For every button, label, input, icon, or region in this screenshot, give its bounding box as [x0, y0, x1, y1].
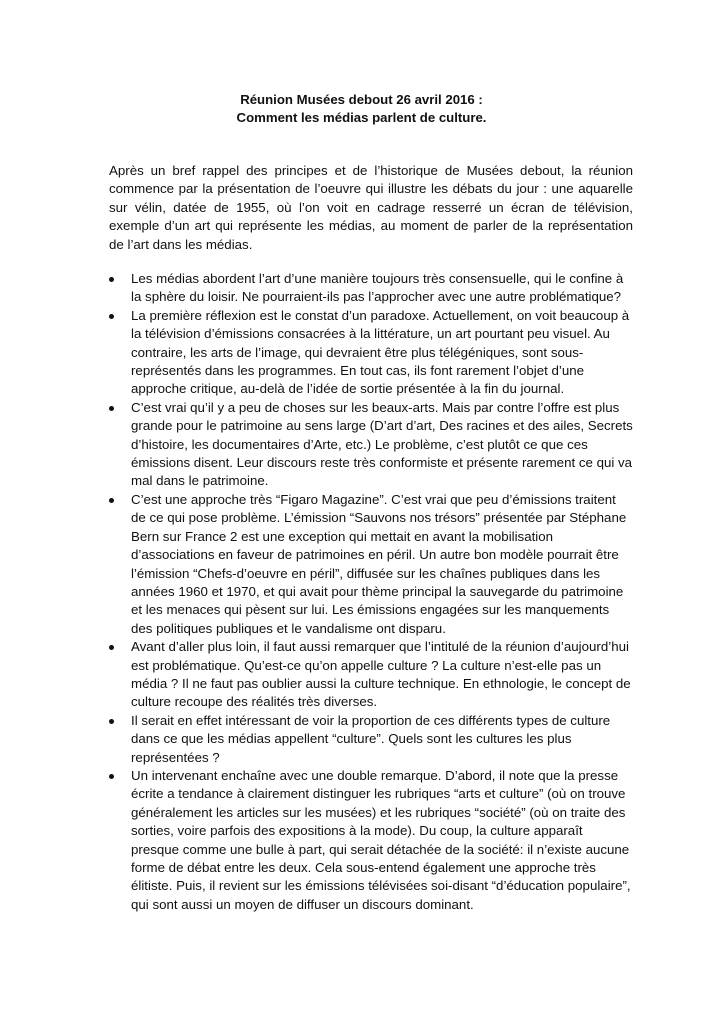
bullet-text: C’est vrai qu’il y a peu de choses sur les beaux-arts. Mais par contre l’offre est plus grande pour le patrimoine au sens large (D’art d’art, Des racines et des ailes, Secrets d’histoire, les documentaires d’Arte, etc.) Le problème, c’est plutôt ce que ces émissions disent. Leur discours reste très conformiste et présente rarement ce qui va mal dans le patrimoine. — [131, 399, 633, 489]
bullet-icon — [109, 645, 114, 650]
bullet-icon — [109, 498, 114, 503]
bullet-item — [109, 638, 633, 712]
bullet-icon — [109, 314, 114, 319]
bullet-text: Il serait en effet intéressant de voir la proportion de ces différents types de culture dans ce que les médias appellent “culture”. Quels sont les cultures les plus représentées ? — [131, 712, 611, 765]
bullet-icon — [109, 277, 114, 282]
title-line-2: Comment les médias parlent de culture. — [236, 110, 487, 125]
bullet-icon — [109, 719, 114, 724]
bullet-item — [109, 399, 633, 491]
bullet-item — [109, 712, 633, 767]
bullet-item — [109, 767, 633, 914]
bullet-text: Un intervenant enchaîne avec une double remarque. D’abord, il note que la presse écrite a tendance à clairement distinguer les rubriques “arts et culture” (où on trouve généralement les articles sur les musées) et les rubriques “société” (où on traite des sorties, voire parfois des expositions à la mode). Du coup, la culture apparaît presque comme une bulle à part, qui serait détachée de la société: il n’existe aucune forme de débat entre les deux. Cela sous-entend également une approche très élitiste. Puis, il revient sur les émissions télévisées soi-disant “d’éducation populaire”, qui sont aussi un moyen de diffuser un discours dominant. — [131, 767, 631, 912]
bullet-item — [109, 491, 633, 638]
bullet-list — [109, 270, 633, 914]
bullet-text: Avant d’aller plus loin, il faut aussi remarquer que l’intitulé de la réunion d’aujourd’hui est problématique. Qu’est-ce qu’on appelle culture ? La culture n’est-elle pas un média ? Il ne faut pas oublier aussi la culture technique. En ethnologie, le concept de culture recoupe des réalités très diverses. — [131, 639, 631, 710]
bullet-text: La première réflexion est le constat d’un paradoxe. Actuellement, on voit beaucoup à la télévision d’émissions consacrées à la littérature, un art pourtant peu visuel. Au contraire, les arts de l’image, qui devraient être plus télégéniques, sont sous-représentés dans les programmes. En tout cas, ils font rarement l’objet d’une approche critique, au-delà de l’idée de sortie présentée à la fin du journal. — [131, 307, 630, 397]
document-title — [0, 91, 723, 127]
bullet-icon — [109, 774, 114, 779]
intro-paragraph: Après un bref rappel des principes et de l’historique de Musées debout, la réunion commence par la présentation de l’oeuvre qui illustre les débats du jour : une aquarelle sur vélin, datée de 1955, où l’on voit en cadrage resserré un écran de télévision, exemple d’un art qui représente les médias, au moment de parler de la représentation de l’art dans les médias. — [109, 163, 633, 252]
bullet-text: C’est une approche très “Figaro Magazine”. C’est vrai que peu d’émissions traitent de ce qui pose problème. L’émission “Sauvons nos trésors” présentée par Stéphane Bern sur France 2 est une exception qui mettait en avant la mobilisation d’associations en faveur de patrimoines en péril. Un autre bon modèle pourrait être l’émission “Chefs-d’oeuvre en péril”, diffusée sur les chaînes publiques dans les années 1960 et 1970, et qui avait pour thème principal la sauvegarde du patrimoine et les menaces qui pèsent sur lui. Les émissions engagées sur les manquements des politiques publiques et le vandalisme ont disparu. — [131, 491, 627, 636]
bullet-item — [109, 270, 633, 307]
title-line-1: Réunion Musées debout 26 avril 2016 : — [240, 92, 483, 107]
bullet-icon — [109, 406, 114, 411]
bullet-text: Les médias abordent l’art d’une manière toujours très consensuelle, qui le confine à la sphère du loisir. Ne pourraient-ils pas l’approcher avec une autre problématique? — [131, 271, 624, 305]
bullet-item — [109, 307, 633, 399]
